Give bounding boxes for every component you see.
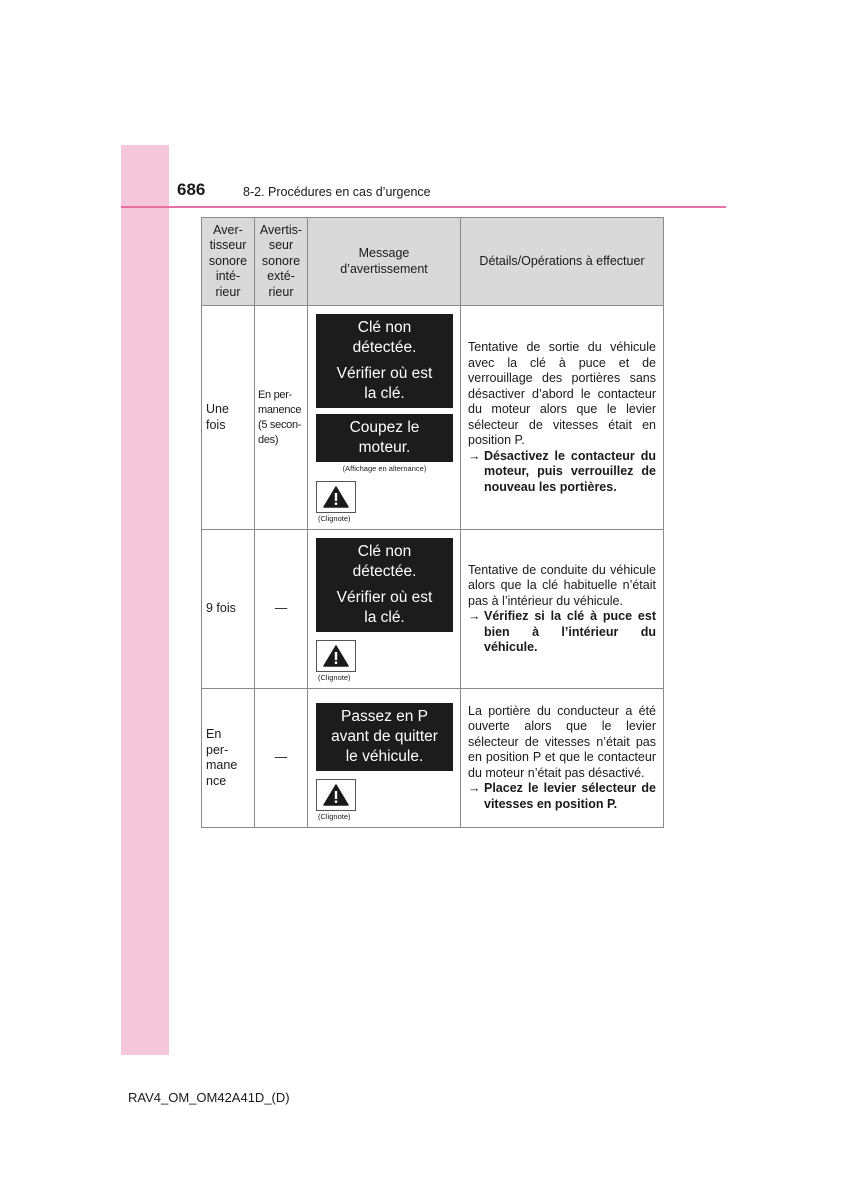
warning-triangle-icon xyxy=(316,640,356,672)
warning-triangle-icon xyxy=(316,779,356,811)
table-header-row xyxy=(202,218,664,306)
details-cell xyxy=(461,689,664,828)
header-exterior-buzzer: Avertis- seur sonore exté- rieur xyxy=(255,218,308,306)
document-code: RAV4_OM_OM42A41D_(D) xyxy=(128,1090,290,1105)
arrow-right-icon: → xyxy=(468,609,481,623)
warning-table xyxy=(201,217,664,828)
table-row xyxy=(202,530,664,689)
action-instruction: → Vérifiez si la clé à puce est bien à l’intérieur du véhicule. xyxy=(468,609,656,654)
exterior-buzzer-value: En per- manence (5 secon- des) xyxy=(255,306,308,530)
details-cell xyxy=(461,530,664,689)
header-details: Détails/Opérations à effectuer xyxy=(461,218,664,306)
message-cell xyxy=(308,689,461,828)
alternating-caption: (Affichage en alternance) xyxy=(342,464,427,473)
display-message-screen: Clé non détectée. Vérifier où est la clé. xyxy=(316,538,453,632)
interior-buzzer-value: Une fois xyxy=(202,306,255,530)
display-message-screen: Passez en P avant de quitter le véhicule. xyxy=(316,703,453,771)
exterior-buzzer-value: — xyxy=(255,530,308,689)
header-message: Message d’avertissement xyxy=(308,218,461,306)
action-instruction: → Placez le levier sélecteur de vitesses en position P. xyxy=(468,781,656,811)
header-interior-buzzer: Aver- tisseur sonore inté- rieur xyxy=(202,218,255,306)
exterior-buzzer-value: — xyxy=(255,689,308,828)
section-title: 8-2. Procédures en cas d’urgence xyxy=(243,185,431,199)
detail-text: La portière du conducteur a été ouverte alors que le levier sélecteur de vitesses n’était pas en position P et que le contacteur du moteur n’était pas désactivé. xyxy=(468,703,656,780)
blink-caption: (Clignote) xyxy=(318,812,351,821)
blink-caption: (Clignote) xyxy=(318,673,351,682)
table-row xyxy=(202,689,664,828)
arrow-right-icon: → xyxy=(468,781,481,796)
page-number: 686 xyxy=(177,180,206,199)
interior-buzzer-value: 9 fois xyxy=(202,530,255,689)
display-message-screen: Clé non détectée. Vérifier où est la clé. xyxy=(316,314,453,408)
chapter-side-tab xyxy=(121,145,169,1055)
message-cell xyxy=(308,530,461,689)
detail-text: Tentative de sortie du véhicule avec la clé à puce et de verrouillage des portières sans désactiver d’abord le contacteur du moteur alors que le levier sélecteur de vitesses était en position P. xyxy=(468,340,656,447)
header-rule xyxy=(121,206,726,208)
detail-text: Tentative de conduite du véhicule alors que la clé habituelle n’était pas à l’intérieur du véhicule. xyxy=(468,562,656,608)
arrow-right-icon: → xyxy=(468,448,481,463)
table-row xyxy=(202,306,664,530)
blink-caption: (Clignote) xyxy=(318,514,351,523)
message-cell xyxy=(308,306,461,530)
details-cell xyxy=(461,306,664,530)
warning-triangle-icon xyxy=(316,481,356,513)
display-message-screen-alt: Coupez le moteur. xyxy=(316,414,453,462)
action-instruction: → Désactivez le contacteur du moteur, puis verrouillez de nouveau les portières. xyxy=(468,448,656,494)
interior-buzzer-value: En per- mane nce xyxy=(202,689,255,828)
